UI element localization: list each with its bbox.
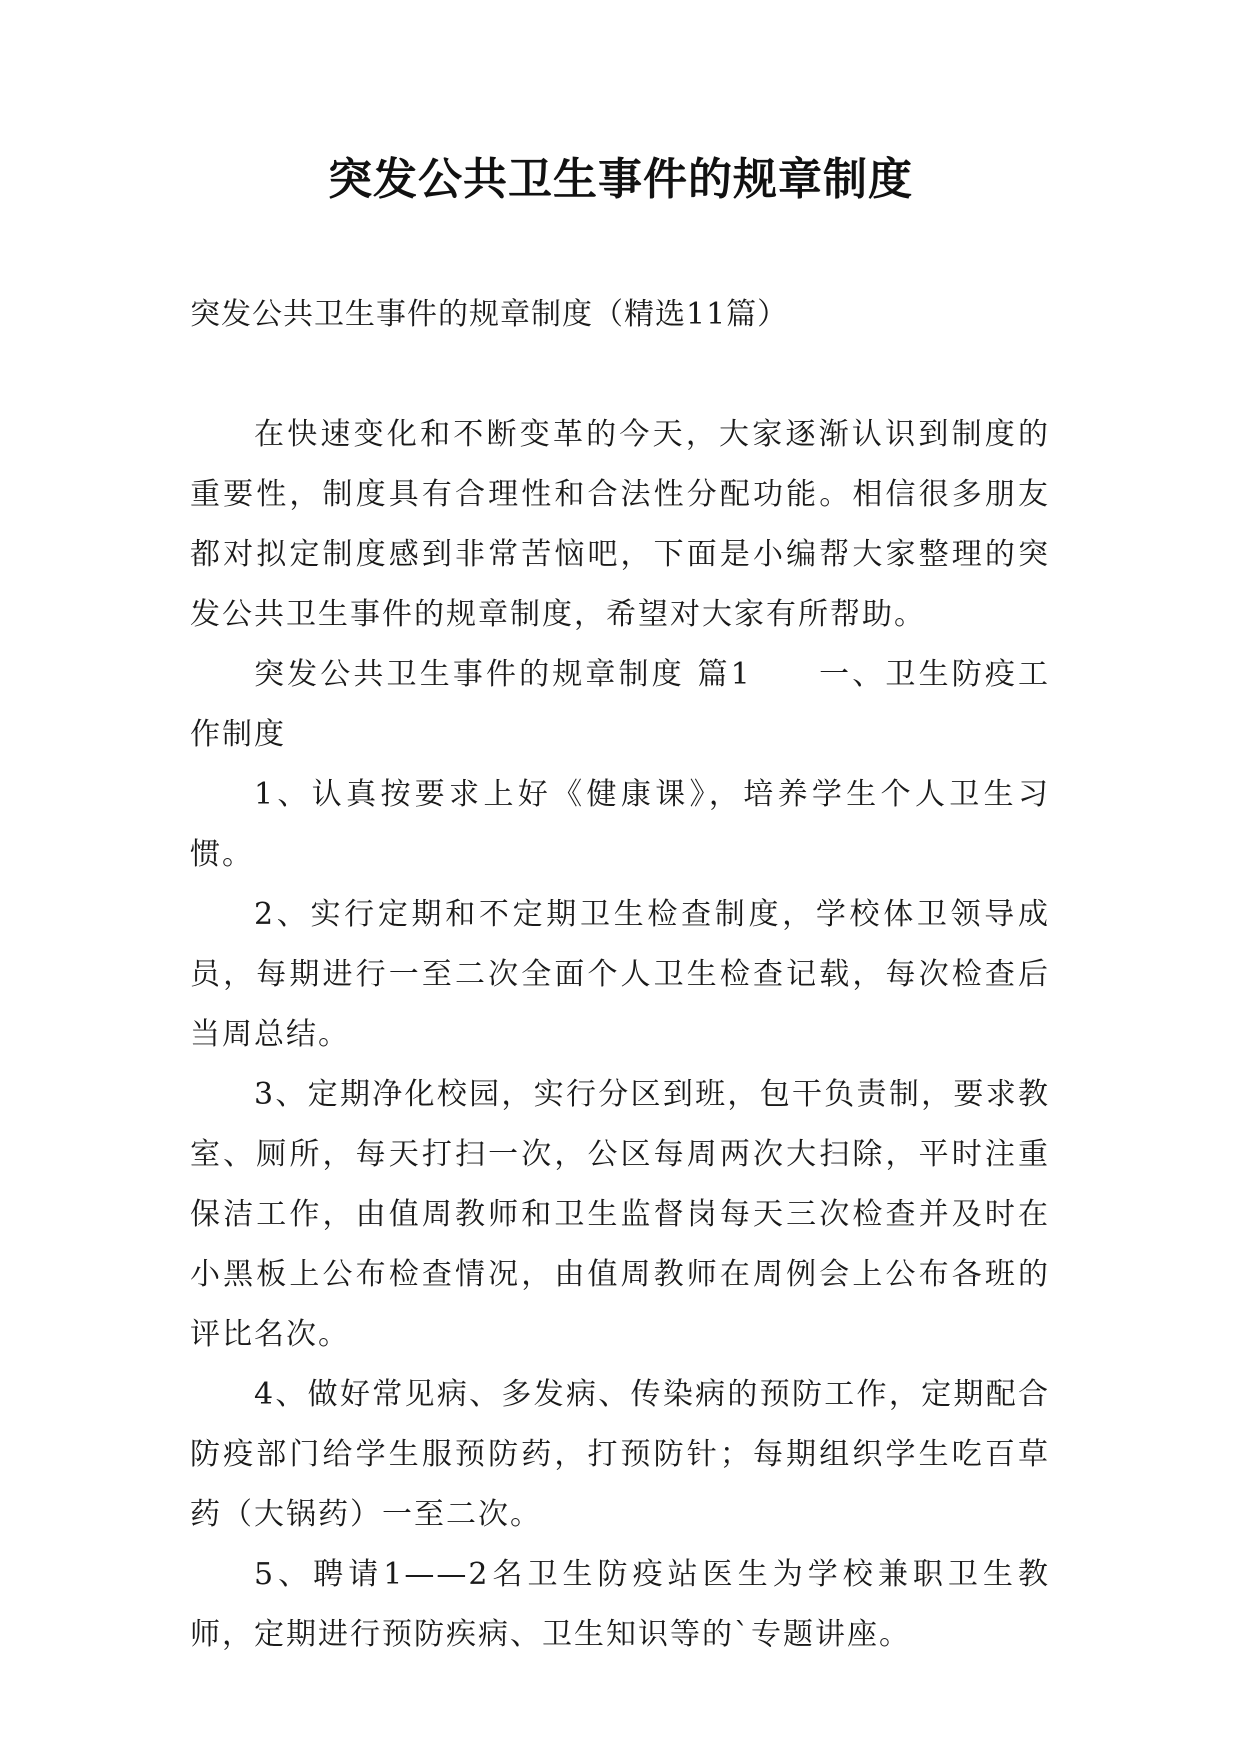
paragraph-item-5: 5、聘请1——2名卫生防疫站医生为学校兼职卫生教师，定期进行预防疾病、卫生知识等的`专题讲座。 (190, 1557, 1050, 1652)
paragraph-item-4: 4、做好常见病、多发病、传染病的预防工作，定期配合防疫部门给学生服预防药，打预防针；每期组织学生吃百草药（大锅药）一至二次。 (190, 1377, 1050, 1532)
paragraph-intro: 在快速变化和不断变革的今天，大家逐渐认识到制度的重要性，制度具有合理性和合法性分配功能。相信很多朋友都对拟定制度感到非常苦恼吧，下面是小编帮大家整理的突发公共卫生事件的规章制度，希望对大家有所帮助。 (190, 417, 1050, 632)
document-body (190, 405, 1050, 1665)
paragraph-section-heading: 突发公共卫生事件的规章制度 篇1 一、卫生防疫工作制度 (190, 657, 1050, 752)
document-title: 突发公共卫生事件的规章制度 (328, 154, 913, 205)
document-subtitle: 突发公共卫生事件的规章制度（精选11篇） (190, 297, 789, 332)
paragraph-item-3: 3、定期净化校园，实行分区到班，包干负责制，要求教室、厕所，每天打扫一次，公区每周两次大扫除，平时注重保洁工作，由值周教师和卫生监督岗每天三次检查并及时在小黑板上公布检查情况，由值周教师在周例会上公布各班的评比名次。 (190, 1077, 1050, 1352)
paragraph-item-2: 2、实行定期和不定期卫生检查制度，学校体卫领导成员，每期进行一至二次全面个人卫生检查记载，每次检查后当周总结。 (190, 897, 1050, 1052)
paragraph-item-1: 1、认真按要求上好《健康课》，培养学生个人卫生习惯。 (190, 777, 1050, 872)
